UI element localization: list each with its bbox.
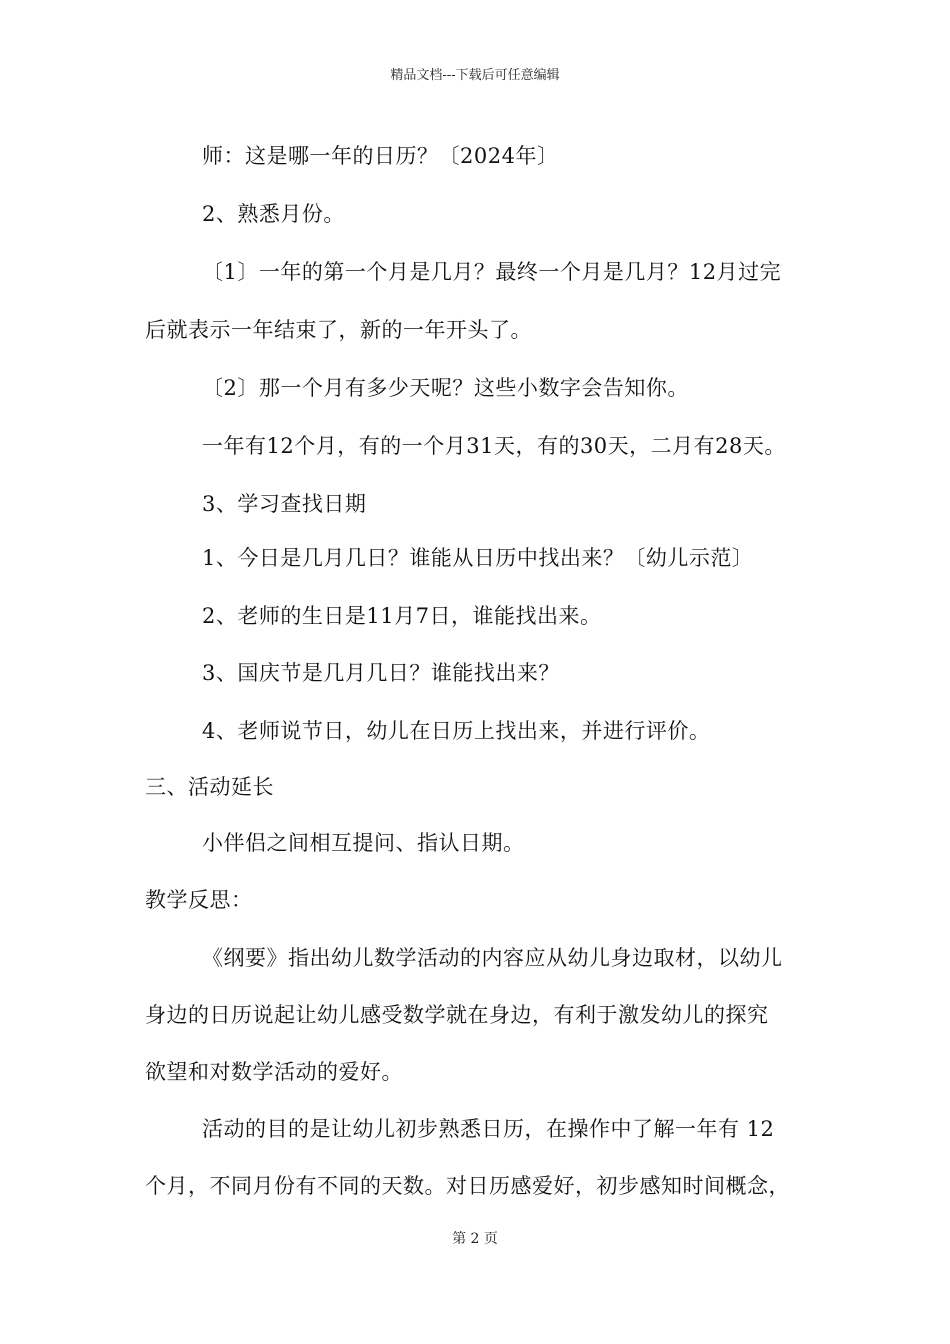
text-line: 一年有12个月，有的一个月31天，有的30天，二月有28天。	[202, 434, 786, 458]
page-header: 精品文档---下载后可任意编辑	[390, 68, 560, 83]
text-line: 欲望和对数学活动的爱好。	[145, 1060, 403, 1084]
section-heading: 3、学习查找日期	[202, 492, 367, 516]
text-line: 《纲要》指出幼儿数学活动的内容应从幼儿身边取材，以幼儿	[202, 946, 783, 970]
text-line: 后就表示一年结束了，新的一年开头了。	[145, 318, 532, 342]
text-line: 〔2〕那一个月有多少天呢？这些小数字会告知你。	[202, 376, 689, 400]
page-number: 第 2 页	[452, 1231, 498, 1247]
text-line: 2、老师的生日是11月7日，谁能找出来。	[202, 604, 602, 628]
text-line: 3、国庆节是几月几日？谁能找出来？	[202, 661, 560, 685]
text-line: 1、今日是几月几日？谁能从日历中找出来？〔幼儿示范〕	[202, 546, 754, 570]
section-heading: 2、熟悉月份。	[202, 202, 345, 226]
text-line: 身边的日历说起让幼儿感受数学就在身边，有利于激发幼儿的探究	[145, 1003, 769, 1027]
text-line: 〔1〕一年的第一个月是几月？最终一个月是几月？12月过完	[202, 260, 782, 284]
section-heading: 教学反思：	[145, 888, 253, 912]
text-line: 个月，不同月份有不同的天数。对日历感爱好，初步感知时间概念，	[145, 1174, 790, 1198]
text-line: 4、老师说节日，幼儿在日历上找出来，并进行评价。	[202, 719, 711, 743]
text-line: 活动的目的是让幼儿初步熟悉日历，在操作中了解一年有 12	[202, 1117, 775, 1141]
section-heading: 三、活动延长	[145, 775, 274, 799]
text-line: 师：这是哪一年的日历？〔2024年〕	[202, 144, 559, 168]
text-line: 小伴侣之间相互提问、指认日期。	[202, 831, 525, 855]
